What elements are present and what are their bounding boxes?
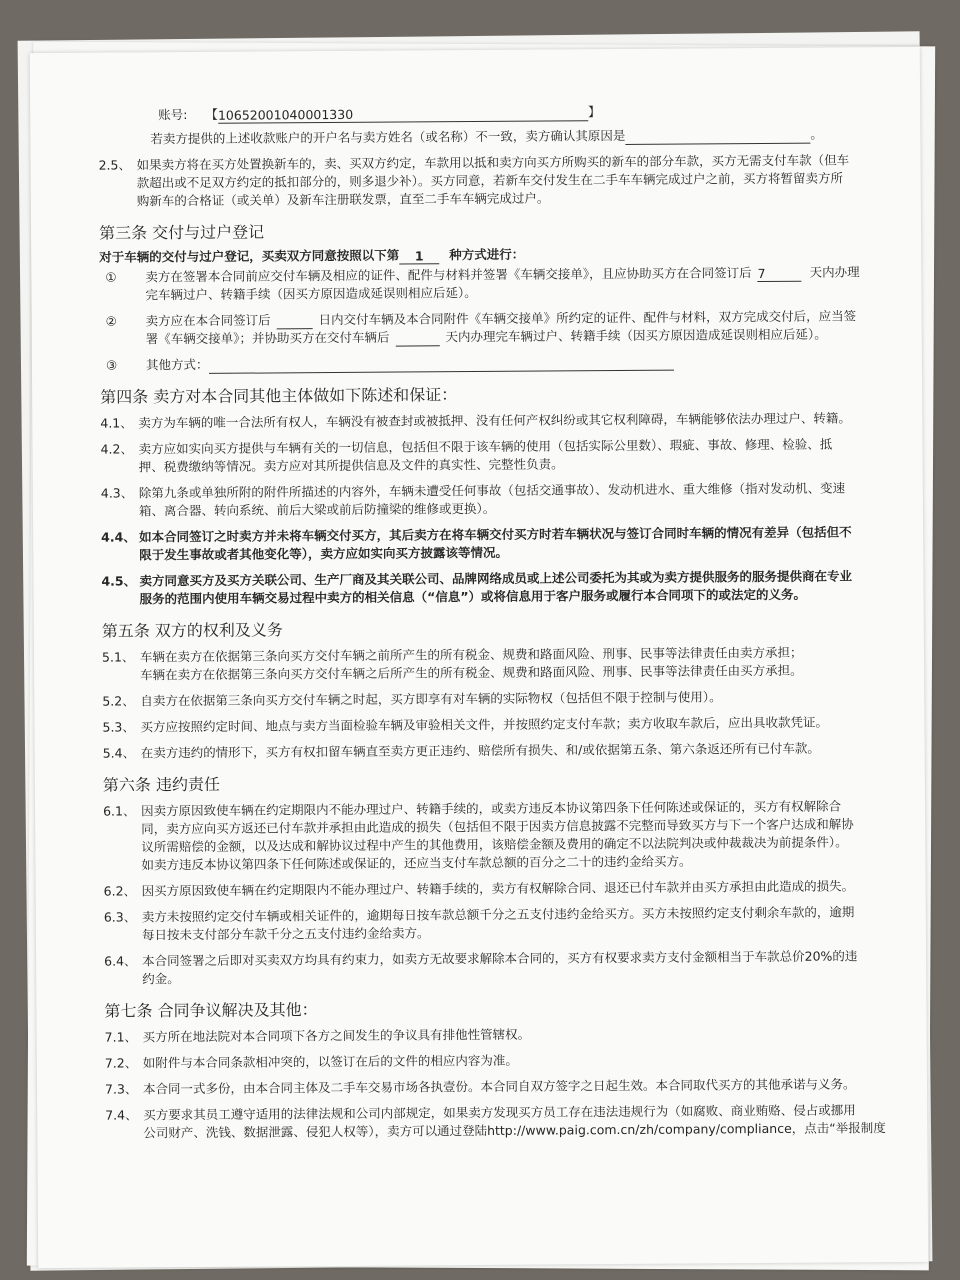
clause-7-3 [105, 1075, 895, 1099]
clause-4-2 [100, 435, 890, 477]
clause-line: 因买方原因致使车辆在约定期限内不能办理过户、转籍手续的，卖方有权解除合同、退还已付车款并由买方承担由此造成的损失。 [141, 878, 855, 899]
clause-4-1 [100, 409, 890, 433]
clause-number: 6.3、 [103, 909, 137, 925]
clause-number: 6.4、 [104, 953, 137, 969]
clause-number: 4.5、 [101, 573, 137, 589]
clause-line: 如附件与本合同条款相冲突的，以签订在后的文件的相应内容为准。 [142, 1052, 518, 1071]
clause-line: 如本合同签订之时卖方并未将车辆交付买方，其后卖方在将车辆交付买方时若车辆状况与签订合同时车辆的情况有差异（包括但不 [139, 524, 852, 545]
clause-line: 服务的范围内使用车辆交易过程中卖方的相关信息（“信息”）或将信息用于客户服务或履行本合同项下的或法定的义务。 [139, 586, 807, 607]
option-3 [100, 351, 890, 375]
clause-6-2 [104, 877, 894, 901]
clause-number: 5.4、 [102, 745, 136, 761]
clause-number: 7.3、 [104, 1081, 138, 1097]
clause-number: 5.2、 [102, 693, 135, 709]
days-field [758, 265, 802, 282]
clause-line: 每日按未支付部分车款千分之五支付违约金给卖方。 [141, 925, 430, 943]
clause-number: 5.1、 [101, 649, 135, 665]
clause-5-4 [103, 739, 893, 763]
account-label: 账号: [158, 107, 188, 123]
section-4-title: 第四条 卖方对本合同其他主体做如下陈述和保证： [100, 385, 458, 407]
clause-line: 本合同一式多份，由本合同主体及二手车交易市场各执壹份。本合同自双方签字之日起生效。本合同取代买方的其他承诺与义务。 [142, 1076, 856, 1097]
clause-line: 自卖方在依据第三条向买方交付车辆之时起，买方即享有对车辆的实际物权（包括但不限于控制与使用）。 [140, 689, 722, 709]
section-7-title: 第七条 合同争议解决及其他： [104, 1000, 318, 1021]
contract-page [30, 47, 928, 1268]
clause-7-1 [105, 1023, 895, 1047]
option-marker: ③ [105, 357, 118, 373]
clause-5-3 [102, 713, 892, 737]
clause-number: 7.4、 [105, 1107, 138, 1123]
clause-line: 买方应按照约定时间、地点与卖方当面检验车辆及审验相关文件，并按照约定支付车款；卖方收取车款后，应出具收款凭证。 [140, 714, 829, 735]
option-text: 其他方式： [145, 356, 209, 373]
clause-line: 约金。 [142, 971, 180, 987]
clause-line: 本合同签署之后即对买卖双方均具有约束力，如卖方无故要求解除本合同的，买方有权要求卖方支付金额相当于车款总价20%的违 [142, 948, 858, 969]
option-text: 署《车辆交接单》；并协助买方在交付车辆后 [145, 329, 390, 347]
clause-number: 5.3、 [102, 719, 135, 735]
clause-5-2 [102, 687, 892, 711]
option-text: 天内办理完车辆过户、转籍手续（因买方原因造成延误则相应后延）。 [445, 326, 827, 345]
clause-line: 同，卖方应向买方返还已付车款并承担由此造成的损失（包括但不限于因卖方信息披露不完整而导致买方与下一个客户达成和解协 [141, 816, 854, 837]
days-blank [395, 329, 439, 346]
clause-4-3 [101, 479, 891, 521]
method-field [399, 247, 439, 264]
clause-4-4 [101, 523, 891, 565]
clause-line: 车辆在卖方在依据第三条向买方交付车辆之前所产生的所有税金、规费和路面风险、刑事、民事等法律责任由卖方承担； [139, 644, 803, 665]
reason-blank [625, 127, 810, 145]
clause-number: 4.4、 [101, 529, 136, 545]
mismatch-text: 若卖方提供的上述收款账户的开户名与卖方姓名（或名称）不一致，卖方确认其原因是 [150, 127, 626, 147]
section-3-title: 第三条 交付与过户登记 [98, 222, 265, 243]
clause-number: 2.5、 [98, 157, 131, 173]
clause-line: 卖方未按照约定交付车辆或相关证件的，逾期每日按车款总额千分之五支付违约金给买方。买方未按照约定支付剩余车款的，逾期 [141, 904, 855, 925]
clause-2-5 [98, 151, 888, 211]
clause-line: 卖方同意买方及买方关联公司、生产厂商及其关联公司、品牌网络成员或上述公司委托为其或为卖方提供服务的服务提供商在专业 [139, 568, 853, 589]
clause-number: 6.2、 [103, 883, 137, 899]
section-6-title: 第六条 违约责任 [102, 774, 221, 795]
clause-number: 4.1、 [100, 415, 133, 431]
clause-number: 7.2、 [104, 1055, 138, 1071]
account-field [218, 104, 588, 124]
clause-line: 卖方应如实向买方提供与车辆有关的一切信息，包括但不限于该车辆的使用（包括实际公里数）、瑕疵、事故、修理、检验、抵 [138, 436, 833, 457]
clause-line: 车辆在卖方在依据第三条向买方交付车辆之后所产生的所有税金、规费和路面风险、刑事、民事等法律责任由买方承担。 [140, 662, 803, 683]
option-marker: ① [105, 269, 117, 285]
intro-text-a: 对于车辆的交付与过户登记，买卖双方同意按照以下第 [99, 247, 400, 265]
clause-line: 限于发生事故或者其他变化等），卖方应如实向买方披露该等情况。 [139, 544, 509, 563]
contract-content [98, 101, 895, 1142]
clause-line: 因卖方原因致使车辆在约定期限内不能办理过户、转籍手续的，或卖方违反本协议第四条下任何陈述或保证的，买方有权解除合 [141, 798, 842, 819]
clause-line: 箱、离合器、转向系统、前后大梁或前后防撞梁的维修或更换）。 [138, 500, 496, 519]
option-text: 完车辆过户、转籍手续（因买方原因造成延误则相应后延）。 [145, 285, 477, 303]
option-text: 卖方应在本合同签订后 [145, 312, 271, 329]
clause-line: 买方要求其员工遵守适用的法律法规和公司内部规定，如果卖方发现买方员工存在违法违规行为（如腐败、商业贿赂、侵占或挪用 [143, 1102, 856, 1123]
days-blank [277, 312, 313, 329]
clause-line: 公司财产、洗钱、数据泄露、侵犯人权等），卖方可以通过登陆http://www.paig.com.cn/zh/company/compliance，点击“举报制度 [143, 1120, 886, 1141]
option-1 [99, 263, 889, 305]
mismatch-note [150, 125, 888, 148]
clause-line: 除第九条或单独所附的附件所描述的内容外，车辆未遭受任何事故（包括交通事故）、发动机进水、重大维修（指对发动机、变速 [138, 480, 846, 501]
clause-line: 在卖方违约的情形下，买方有权扣留车辆直至卖方更正违约、赔偿所有损失、和/或依据第五条、第六条返还所有已付车款。 [140, 740, 820, 761]
intro-text-b: 种方式进行： [449, 246, 525, 263]
account-open-bracket: 【 [205, 106, 218, 122]
clause-line: 如卖方违反本协议第四条下任何陈述或保证的，还应当支付车款总额的百分之二十的违约金给买方。 [141, 853, 692, 873]
option-text: 卖方在签署本合同前应交付车辆及相应的证件、配件与材料并签署《车辆交接单》，且应协助买方在合同签订后 [145, 265, 752, 285]
option-text: 日内交付车辆及本合同附件《车辆交接单》所约定的证件、配件与材料，双方完成交付后，应当签 [318, 308, 857, 328]
clause-6-1 [103, 797, 893, 875]
clause-number: 7.1、 [104, 1029, 138, 1045]
clause-line: 买方所在地法院对本合同项下各方之间发生的争议具有排他性管辖权。 [142, 1026, 531, 1045]
clause-4-5 [101, 567, 891, 609]
option-text: 天内办理 [809, 264, 860, 280]
clause-line: 卖方为车辆的唯一合法所有权人，车辆没有被查封或被抵押、没有任何产权纠纷或其它权利障碍，车辆能够依法办理过户、转籍。 [138, 410, 851, 431]
clause-line: 如果卖方将在买方处置换新车的，卖、买双方约定，车款用以抵和卖方向买方所购买的新车的部分车款，买方无需支付车款（但车 [136, 152, 850, 173]
option-marker: ② [105, 313, 117, 329]
clause-6-3 [104, 903, 894, 945]
clause-number: 4.2、 [100, 441, 133, 457]
clause-7-4 [105, 1101, 895, 1143]
account-close-bracket: 】 [587, 104, 601, 120]
method-number: 1 [414, 248, 424, 264]
clause-line: 押、税费缴纳等情况。卖方应对其所提供信息及文件的真实性、完整性负责。 [138, 456, 564, 475]
account-line [158, 101, 888, 124]
clause-7-2 [105, 1049, 895, 1073]
account-number: 10652001040001330 [217, 106, 354, 123]
mismatch-end: 。 [810, 126, 823, 142]
clause-6-4 [104, 947, 894, 989]
option-2 [100, 307, 890, 349]
clause-line: 议所需赔偿的金额，以及达成和解协议过程中产生的其他费用，该赔偿金额及费用的确定不以法院判决或仲裁裁决为前提条件）。 [141, 834, 848, 855]
clause-line: 购新车的合格证（或关单）及新车注册联发票，直至二手车车辆完成过户。 [136, 190, 550, 209]
clause-number: 6.1、 [103, 803, 136, 819]
clause-number: 4.3、 [100, 485, 134, 501]
section-5-title: 第五条 双方的权利及义务 [101, 620, 283, 641]
other-method-blank [208, 354, 673, 374]
clause-5-1 [102, 643, 892, 685]
days-value: 7 [757, 265, 766, 282]
clause-line: 款超出或不足双方约定的抵扣部分的，则多退少补）。买方同意，若新车交付发生在二手车车辆完成过户之前，买方将暂留卖方所 [136, 170, 843, 191]
